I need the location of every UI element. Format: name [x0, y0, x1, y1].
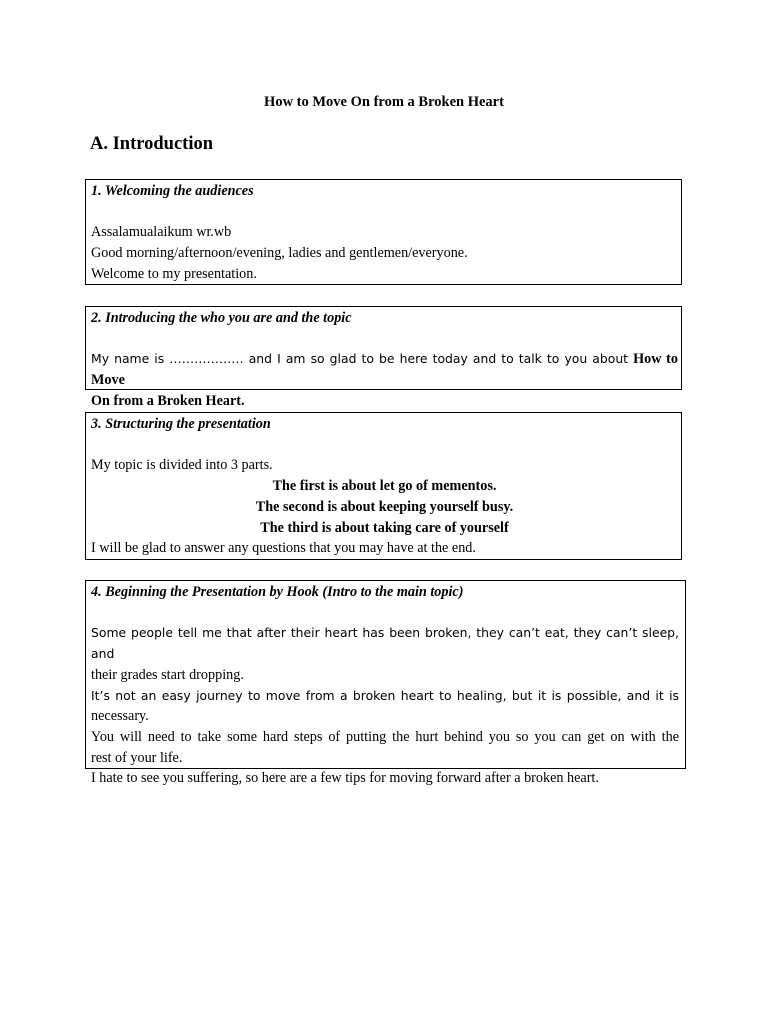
- introducing-title: 2. Introducing the who you are and the topic: [91, 310, 352, 326]
- hook-paragraph-line: rest of your life.: [91, 749, 183, 766]
- welcoming-title: 1. Welcoming the audiences: [91, 183, 254, 199]
- intro-line: [91, 349, 678, 390]
- intro-continue-text: and I am so glad to be here today and to talk to you about: [243, 351, 634, 367]
- document-title: How to Move On from a Broken Heart: [264, 94, 504, 110]
- structuring-title: 3. Structuring the presentation: [91, 416, 271, 432]
- structure-closing: I will be glad to answer any questions that you may have at the end.: [91, 540, 476, 557]
- intro-text: My name is: [91, 351, 170, 367]
- structure-lead: My topic is divided into 3 parts.: [91, 457, 273, 474]
- name-blank: ………………: [169, 351, 244, 367]
- greeting-line: Welcome to my presentation.: [91, 265, 257, 282]
- hook-paragraph-line: Some people tell me that after their heart has been broken, they can’t eat, they can’t sleep, and: [91, 625, 679, 662]
- hook-paragraph-line: necessary.: [91, 708, 149, 725]
- topic-name-part1: How to Move: [91, 351, 678, 389]
- hook-paragraph-line: You will need to take some hard steps of putting the hurt behind you so you can get on with the: [91, 728, 679, 745]
- section-heading: A. Introduction: [90, 134, 214, 154]
- topic-name-part2: On from a Broken Heart.: [91, 392, 245, 409]
- topic-line: [91, 391, 678, 412]
- structure-part: The third is about taking care of yourself: [260, 519, 509, 536]
- structuring-box: [85, 412, 682, 560]
- greeting-line: Assalamualaikum wr.wb: [91, 224, 232, 241]
- structure-part: The first is about let go of mementos.: [272, 478, 497, 495]
- hook-box: [85, 580, 686, 787]
- greeting-line: Good morning/afternoon/evening, ladies and gentlemen/everyone.: [91, 245, 468, 262]
- hook-paragraph-line: their grades start dropping.: [91, 666, 244, 683]
- welcoming-box: [85, 179, 682, 285]
- hook-paragraph-line: I hate to see you suffering, so here are a few tips for moving forward after a broken heart.: [91, 770, 599, 787]
- hook-title: 4. Beginning the Presentation by Hook (Intro to the main topic): [91, 584, 464, 600]
- hook-paragraph-line: It’s not an easy journey to move from a broken heart to healing, but it is possible, and it is: [91, 687, 679, 703]
- structure-part: The second is about keeping yourself busy.: [255, 498, 514, 515]
- introducing-box: [85, 306, 682, 409]
